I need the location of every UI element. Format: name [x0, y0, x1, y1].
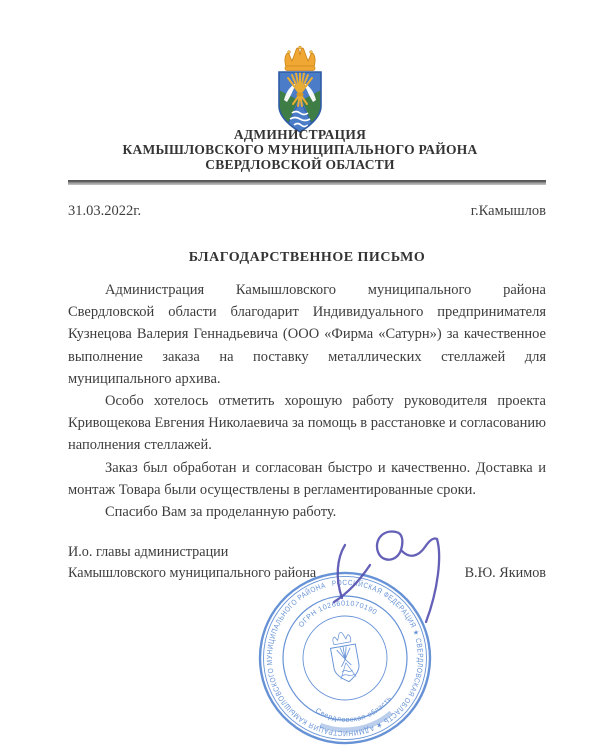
- crown-icon: [285, 46, 315, 71]
- paragraph: Администрация Камышловского муниципального района Свердловской области благодарит Индивидуального предпринимателя Кузнецова Валерия Геннадьевича (ООО «Фирма «Сатурн») за качественное выполнение заказа на поставку металлических стеллажей для муниципального архива.: [68, 282, 546, 387]
- stamp-outer-ring-text: РОССИЙСКАЯ ФЕДЕРАЦИЯ ★ СВЕРДЛОВСКАЯ ОБЛАСТЬ ★ АДМИНИСТРАЦИЯ КАМЫШЛОВСКОГО МУНИЦИПАЛЬНОГО РАЙОНА: [264, 577, 426, 739]
- org-name-line: СВЕРДЛОВСКОЙ ОБЛАСТИ: [205, 156, 395, 172]
- org-name-line: КАМЫШЛОВСКОГО МУНИЦИПАЛЬНОГО РАЙОНА: [122, 141, 478, 157]
- stamp-ogrn-text: ОГРН 1026601070190: [296, 598, 380, 630]
- signoff-position: [68, 542, 316, 584]
- signoff-name: В.Ю. Якимов: [464, 565, 546, 581]
- letter-city: г.Камышлов: [470, 203, 546, 219]
- org-name: [0, 128, 600, 172]
- paragraph: Особо хотелось отметить хорошую работу руководителя проекта Кривощекова Евгения Николаевича за помощь в расстановке и согласованию наполнения стеллажей.: [68, 393, 546, 454]
- signoff-position-line: И.о. главы администрации: [68, 544, 229, 560]
- org-name-line: АДМИНИСТРАЦИЯ: [233, 127, 367, 142]
- handwritten-signature: [320, 498, 470, 638]
- letter-body: [68, 279, 546, 523]
- header-divider: [68, 180, 546, 185]
- letter-date: 31.03.2022г.: [68, 203, 142, 219]
- stamp-bottom-text: Свердловская область: [313, 693, 394, 724]
- meta-row: [68, 203, 546, 220]
- coat-of-arms-icon: [265, 42, 335, 138]
- paragraph: Спасибо Вам за проделанную работу.: [105, 504, 337, 521]
- paragraph: Заказ был обработан и согласован быстро и качественно. Доставка и монтаж Товара были осуществлены в регламентированные сроки.: [68, 459, 546, 498]
- signoff-position-line: Камышловского муниципального района: [68, 565, 317, 581]
- letter-title: БЛАГОДАРСТВЕННОЕ ПИСЬМО: [188, 250, 426, 265]
- stamp-emblem-icon: [328, 630, 362, 684]
